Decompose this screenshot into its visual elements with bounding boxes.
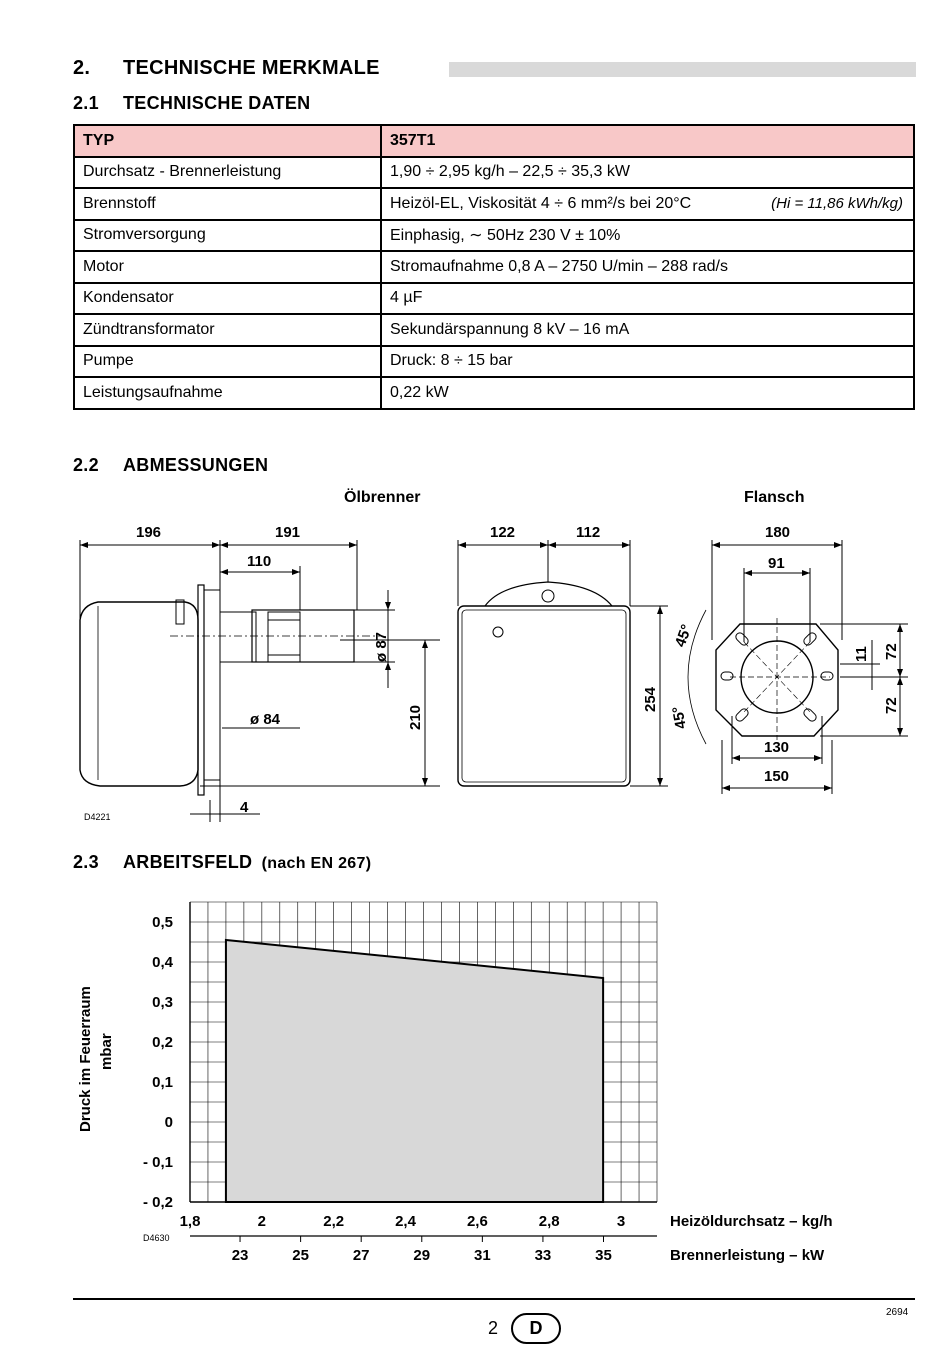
y-tick-label: 0,2 [152, 1034, 173, 1051]
section-title: TECHNISCHE MERKMALE [123, 57, 380, 79]
dim-122: 122 [490, 524, 516, 541]
subsection-title: TECHNISCHE DATEN [123, 93, 311, 113]
dim-72-bottom: 72 [883, 697, 900, 714]
x-axis-label: Heizöldurchsatz – kg/h [670, 1213, 833, 1230]
x-tick-label: 2 [257, 1213, 267, 1230]
y-tick-label: - 0,2 [142, 1194, 173, 1211]
table-cell: Druck: 8 ÷ 15 bar [381, 346, 914, 378]
table-cell: Motor [74, 251, 381, 283]
table-cell: Stromaufnahme 0,8 A – 2750 U/min – 288 rad/s [381, 251, 914, 283]
y-tick-label: 0,3 [152, 994, 173, 1011]
flange-label: Flansch [744, 489, 805, 506]
x2-tick-label: 33 [534, 1247, 552, 1264]
x-tick-label: 3 [616, 1213, 626, 1230]
x2-tick-label: 35 [595, 1247, 612, 1264]
page-number: 2 [488, 1318, 499, 1338]
subsection-subtitle: (nach EN 267) [261, 855, 372, 872]
chart-code: D4630 [143, 1233, 170, 1243]
table-cell: Sekundärspannung 8 kV – 16 mA [381, 314, 914, 346]
dim-dia84: ø 84 [250, 711, 281, 728]
dim-110: 110 [247, 553, 272, 570]
burner-front [458, 606, 630, 786]
x2-axis-label: Brennerleistung – kW [670, 1247, 825, 1264]
table-cell: Leistungsaufnahme [74, 377, 381, 409]
subsection-title: ARBEITSFELD [123, 852, 253, 872]
dim-254: 254 [642, 686, 659, 712]
blast-tube [220, 612, 256, 662]
y-tick-label: 0,4 [152, 954, 173, 971]
x2-tick-label: 25 [292, 1247, 309, 1264]
y-tick-label: 0,5 [152, 914, 173, 931]
x2-tick-label: 31 [474, 1247, 491, 1264]
table-cell: Brennstoff [74, 188, 381, 220]
table-cell: TYP [74, 125, 381, 157]
x2-tick-label: 27 [352, 1247, 370, 1264]
y-tick-label: 0,1 [152, 1074, 173, 1091]
table-cell: Einphasig, ∼ 50Hz 230 V ± 10% [381, 220, 914, 252]
subsection-heading [73, 852, 371, 873]
x-tick-label: 2,8 [538, 1213, 560, 1230]
dim-180: 180 [765, 524, 791, 541]
dim-196: 196 [136, 524, 162, 541]
table-cell: Kondensator [74, 283, 381, 315]
x-tick-label: 2,4 [395, 1213, 416, 1230]
footer-rule [73, 1298, 915, 1300]
table-cell: Zündtransformator [74, 314, 381, 346]
angle-45-top: 45° [671, 622, 696, 650]
working-field-chart [0, 880, 950, 1280]
flange-plate [198, 585, 204, 795]
x2-tick-label: 29 [413, 1247, 431, 1264]
y-axis-unit: mbar [98, 1033, 115, 1070]
dim-210: 210 [407, 704, 424, 730]
burner-label: Ölbrenner [344, 489, 421, 506]
y-tick-label: - 0,1 [142, 1154, 173, 1171]
dim-dia87: ø 87 [373, 631, 390, 662]
dim-130: 130 [764, 739, 790, 756]
section-number: 2. [73, 57, 91, 79]
table-cell: 4 µF [381, 283, 914, 315]
subsection-number: 2.3 [73, 852, 99, 872]
drawing-code: D4221 [84, 812, 111, 822]
operating-area [226, 940, 603, 1202]
table-cell: Stromversorgung [74, 220, 381, 252]
dim-191: 191 [275, 524, 301, 541]
x-tick-label: 1,8 [179, 1213, 201, 1230]
dim-112: 112 [576, 524, 601, 541]
angle-45-bottom: 45° [669, 704, 690, 731]
dim-91: 91 [768, 555, 785, 572]
table-cell: 1,90 ÷ 2,95 kg/h – 22,5 ÷ 35,3 kW [381, 157, 914, 189]
x-tick-label: 2,2 [323, 1213, 345, 1230]
table-cell: Pumpe [74, 346, 381, 378]
dim-4: 4 [240, 799, 249, 816]
subsection-title: ABMESSUNGEN [123, 455, 269, 475]
doc-code: 2694 [886, 1307, 909, 1318]
table-cell: 357T1 [381, 125, 914, 157]
subsection-number: 2.2 [73, 455, 99, 475]
table-cell: Durchsatz - Brennerleistung [74, 157, 381, 189]
x2-tick-label: 23 [231, 1247, 249, 1264]
fuel-value: Heizöl-EL, Viskosität 4 ÷ 6 mm²/s bei 20°C [390, 194, 692, 212]
y-axis-label: Druck im Feuerraum [77, 986, 94, 1132]
fuel-note: (Hi = 11,86 kWh/kg) [771, 195, 903, 212]
language-badge: D [511, 1313, 561, 1344]
x-tick-label: 2,6 [466, 1213, 488, 1230]
dim-150: 150 [764, 768, 790, 785]
y-tick-label: 0 [164, 1114, 173, 1131]
table-cell: 0,22 kW [381, 377, 914, 409]
subsection-number: 2.1 [73, 93, 99, 113]
dim-11: 11 [853, 646, 870, 662]
dim-72-top: 72 [883, 643, 900, 660]
